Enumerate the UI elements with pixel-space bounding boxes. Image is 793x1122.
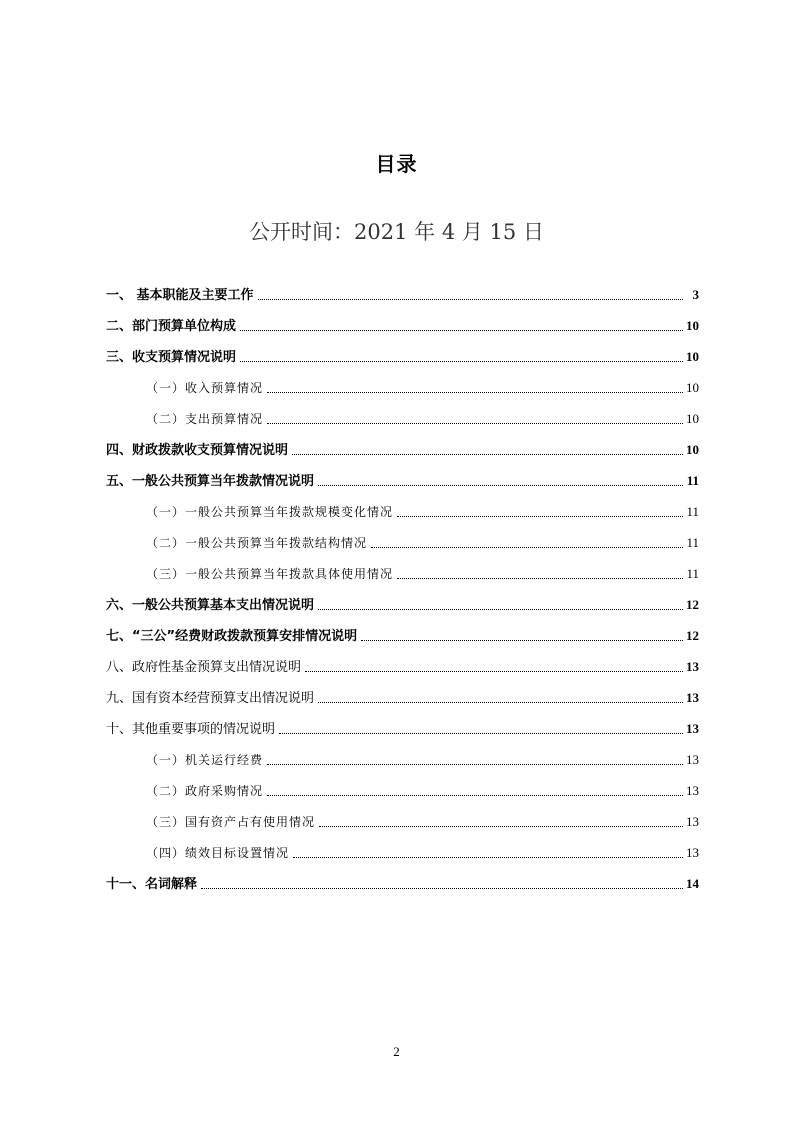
toc-entry-label: 十、其他重要事项的情况说明	[106, 718, 277, 737]
toc-leader-dots	[267, 794, 683, 796]
toc-entry-page: 10	[686, 442, 699, 457]
toc-entry-label: （一）一般公共预算当年拨款规模变化情况	[146, 505, 394, 519]
toc-entry-page: 3	[692, 287, 699, 302]
toc-entry[interactable]	[106, 308, 699, 339]
toc-entry-label: （三）国有资产占有使用情况	[146, 815, 316, 829]
toc-leader-dots	[305, 670, 683, 672]
toc-entry-page: 11	[686, 473, 699, 488]
toc-entry-label: 一、 基本职能及主要工作	[106, 284, 256, 303]
toc-entry-page: 11	[686, 566, 699, 581]
toc-leader-dots	[267, 763, 683, 765]
toc-entry-page: 12	[686, 597, 699, 612]
toc-entry[interactable]	[106, 463, 699, 494]
toc-leader-dots	[397, 515, 683, 517]
page-title: 目录	[375, 152, 418, 176]
toc-leader-dots	[361, 639, 683, 641]
toc-entry-page: 14	[686, 876, 699, 891]
toc-entry-label: 六、一般公共预算基本支出情况说明	[106, 594, 316, 613]
toc-leader-dots	[267, 391, 683, 393]
toc-entry-label: 八、政府性基金预算支出情况说明	[106, 656, 303, 675]
toc-entry-page: 13	[686, 752, 699, 767]
toc-entry-page: 13	[686, 721, 699, 736]
table-of-contents	[106, 277, 699, 897]
toc-entry[interactable]	[106, 680, 699, 711]
toc-subentry[interactable]	[106, 370, 699, 401]
toc-entry-page: 13	[686, 845, 699, 860]
toc-entry[interactable]	[106, 618, 699, 649]
toc-entry-page: 10	[686, 411, 699, 426]
toc-leader-dots	[267, 422, 683, 424]
toc-leader-dots	[397, 577, 683, 579]
toc-subentry[interactable]	[106, 525, 699, 556]
publish-time: 公开时间：2021 年 4 月 15 日	[249, 220, 544, 244]
toc-entry-page: 13	[686, 783, 699, 798]
toc-entry[interactable]	[106, 339, 699, 370]
toc-subentry[interactable]	[106, 742, 699, 773]
toc-leader-dots	[318, 608, 683, 610]
toc-subentry[interactable]	[106, 556, 699, 587]
toc-subentry[interactable]	[106, 773, 699, 804]
toc-entry-label: 四、财政拨款收支预算情况说明	[106, 439, 290, 458]
toc-leader-dots	[201, 887, 683, 889]
toc-entry-label: （二）政府采购情况	[146, 784, 264, 798]
toc-entry-label: （一）收入预算情况	[146, 381, 264, 395]
toc-subentry[interactable]	[106, 494, 699, 525]
toc-entry-label: 五、一般公共预算当年拨款情况说明	[106, 470, 316, 489]
toc-entry[interactable]	[106, 587, 699, 618]
toc-entry-page: 13	[686, 690, 699, 705]
toc-leader-dots	[258, 298, 683, 300]
toc-leader-dots	[319, 825, 683, 827]
toc-entry-label: （二）一般公共预算当年拨款结构情况	[146, 536, 368, 550]
toc-entry-page: 11	[686, 504, 699, 519]
toc-entry[interactable]	[106, 432, 699, 463]
toc-leader-dots	[293, 856, 683, 858]
page-number: 2	[393, 1044, 400, 1059]
toc-entry-label: 十一、名词解释	[106, 873, 199, 892]
toc-entry-label: （四）绩效目标设置情况	[146, 846, 290, 860]
toc-entry-page: 10	[686, 318, 699, 333]
toc-entry-page: 13	[686, 814, 699, 829]
toc-entry-label: （三）一般公共预算当年拨款具体使用情况	[146, 567, 394, 581]
toc-leader-dots	[371, 546, 683, 548]
toc-leader-dots	[318, 484, 683, 486]
toc-entry-page: 10	[686, 380, 699, 395]
toc-leader-dots	[279, 732, 683, 734]
toc-entry[interactable]	[106, 649, 699, 680]
toc-entry-label: （一）机关运行经费	[146, 753, 264, 767]
toc-subentry[interactable]	[106, 401, 699, 432]
toc-entry-label: 二、部门预算单位构成	[106, 315, 238, 334]
toc-entry-label: 三、收支预算情况说明	[106, 346, 238, 365]
toc-entry-page: 13	[686, 659, 699, 674]
toc-subentry[interactable]	[106, 804, 699, 835]
toc-leader-dots	[292, 453, 683, 455]
toc-entry-label: （二）支出预算情况	[146, 412, 264, 426]
toc-entry[interactable]	[106, 866, 699, 897]
toc-entry-label: 七、“三公”经费财政拨款预算安排情况说明	[106, 625, 359, 644]
toc-leader-dots	[240, 360, 683, 362]
toc-leader-dots	[240, 329, 683, 331]
toc-entry-page: 11	[686, 535, 699, 550]
toc-leader-dots	[318, 701, 683, 703]
toc-entry[interactable]	[106, 711, 699, 742]
toc-entry-page: 12	[686, 628, 699, 643]
toc-subentry[interactable]	[106, 835, 699, 866]
toc-entry-page: 10	[686, 349, 699, 364]
toc-entry-label: 九、国有资本经营预算支出情况说明	[106, 687, 316, 706]
toc-entry[interactable]	[106, 277, 699, 308]
